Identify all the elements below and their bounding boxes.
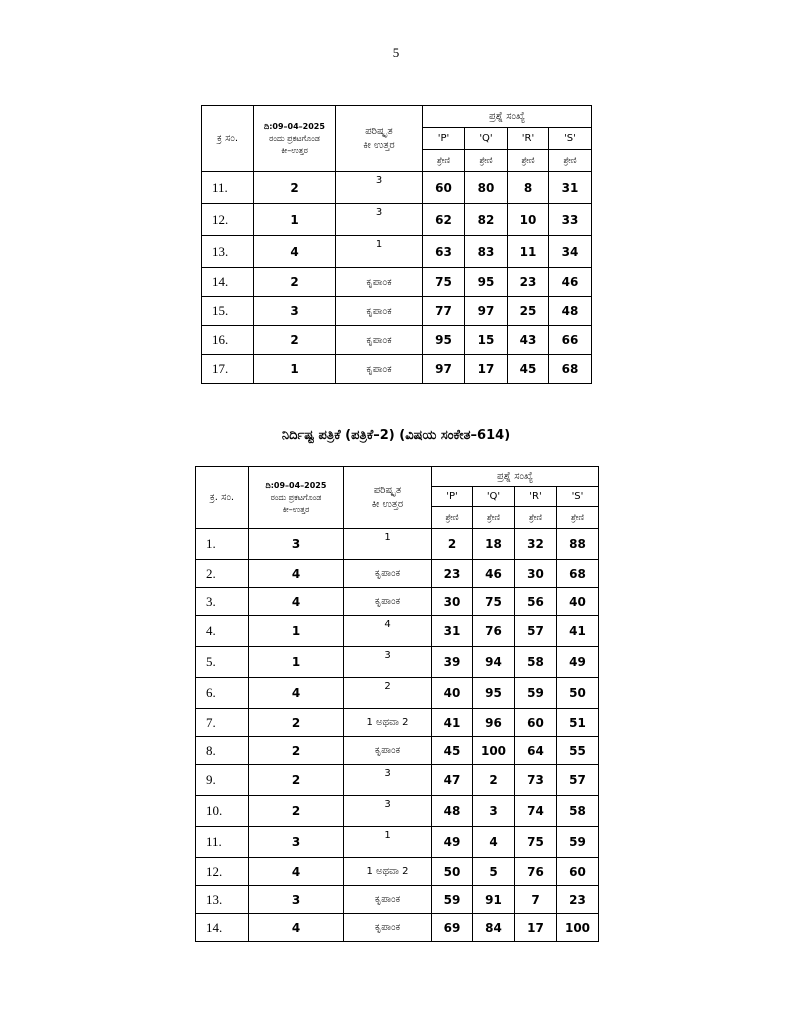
series-p-cell: 48 [432, 796, 473, 827]
table-row [196, 886, 599, 914]
series-p-cell: 62 [423, 204, 465, 236]
series-p-cell: 30 [432, 588, 473, 616]
series-q-cell: 17 [465, 355, 508, 384]
revised-key-header: ಪರಿಷ್ಕೃತ ಕೀ ಉತ್ತರ [336, 106, 423, 172]
series-r-cell: 8 [508, 172, 549, 204]
revised-key-cell: ಕೃಪಾಂಕ [344, 737, 432, 765]
serial-number-header: ಕ್ರ. ಸಂ. [196, 467, 249, 529]
series-q-cell: 91 [473, 886, 515, 914]
series-s-cell: 51 [557, 709, 599, 737]
series-q-cell: 15 [465, 326, 508, 355]
series-label: ಶ್ರೇಣಿ [473, 507, 515, 529]
table-row [196, 858, 599, 886]
question-number-header: ಪ್ರಶ್ನೆ ಸಂಖ್ಯೆ [432, 467, 599, 487]
table-row [202, 355, 592, 384]
series-p-cell: 63 [423, 236, 465, 268]
series-s-cell: 59 [557, 827, 599, 858]
revised-key-cell: 1 ಅಥವಾ 2 [344, 858, 432, 886]
series-p-cell: 23 [432, 560, 473, 588]
table-row [202, 172, 592, 204]
series-r-cell: 30 [515, 560, 557, 588]
series-label: ಶ್ರೇಣಿ [549, 150, 592, 172]
revised-key-cell: 2 [344, 678, 432, 709]
revised-key-cell: 3 [344, 765, 432, 796]
revised-key-cell: 3 [336, 204, 423, 236]
table-row [196, 737, 599, 765]
series-label: ಶ್ರೇಣಿ [465, 150, 508, 172]
series-r-cell: 32 [515, 529, 557, 560]
series-p-cell: 41 [432, 709, 473, 737]
revised-key-cell: 4 [344, 616, 432, 647]
series-label: ಶ್ರೇಣಿ [508, 150, 549, 172]
series-r-cell: 56 [515, 588, 557, 616]
series-q-cell: 18 [473, 529, 515, 560]
series-q-header: 'Q' [473, 487, 515, 507]
serial-number-cell: 13. [196, 886, 249, 914]
serial-number-cell: 1. [196, 529, 249, 560]
series-s-cell: 57 [557, 765, 599, 796]
serial-number-cell: 11. [196, 827, 249, 858]
published-key-cell: 3 [249, 529, 344, 560]
series-label: ಶ್ರೇಣಿ [423, 150, 465, 172]
series-q-cell: 96 [473, 709, 515, 737]
series-q-cell: 97 [465, 297, 508, 326]
answer-key-table-1 [201, 105, 592, 384]
series-q-cell: 95 [473, 678, 515, 709]
published-key-cell: 2 [249, 796, 344, 827]
published-key-cell: 1 [249, 616, 344, 647]
revised-key-cell: 1 [344, 529, 432, 560]
series-label: ಶ್ರೇಣಿ [515, 507, 557, 529]
published-key-header: ದಿ:09–04–2025 ರಂದು ಪ್ರಕಟಗೊಂಡ ಕೀ–ಉತ್ತರ [249, 467, 344, 529]
serial-number-cell: 9. [196, 765, 249, 796]
series-s-cell: 46 [549, 268, 592, 297]
published-key-cell: 1 [254, 204, 336, 236]
serial-number-cell: 5. [196, 647, 249, 678]
revised-key-cell: ಕೃಪಾಂಕ [344, 886, 432, 914]
revised-key-cell: ಕೃಪಾಂಕ [336, 355, 423, 384]
published-key-cell: 1 [254, 355, 336, 384]
series-r-cell: 59 [515, 678, 557, 709]
serial-number-cell: 3. [196, 588, 249, 616]
serial-number-cell: 6. [196, 678, 249, 709]
answer-key-table-2 [195, 466, 599, 942]
series-s-cell: 23 [557, 886, 599, 914]
serial-number-cell: 12. [202, 204, 254, 236]
revised-key-cell: ಕೃಪಾಂಕ [344, 914, 432, 942]
published-key-cell: 2 [249, 737, 344, 765]
revised-key-header: ಪರಿಷ್ಕೃತ ಕೀ ಉತ್ತರ [344, 467, 432, 529]
published-key-cell: 4 [249, 588, 344, 616]
published-key-cell: 2 [254, 326, 336, 355]
series-s-cell: 66 [549, 326, 592, 355]
serial-number-cell: 17. [202, 355, 254, 384]
series-r-cell: 60 [515, 709, 557, 737]
series-s-cell: 100 [557, 914, 599, 942]
series-q-cell: 84 [473, 914, 515, 942]
series-q-cell: 80 [465, 172, 508, 204]
series-s-cell: 33 [549, 204, 592, 236]
table-row [202, 236, 592, 268]
series-r-cell: 57 [515, 616, 557, 647]
published-key-header: ದಿ:09–04–2025 ರಂದು ಪ್ರಕಟಗೊಂಡ ಕೀ–ಉತ್ತರ [254, 106, 336, 172]
series-p-header: 'P' [432, 487, 473, 507]
series-s-cell: 41 [557, 616, 599, 647]
series-r-cell: 10 [508, 204, 549, 236]
series-r-header: 'R' [508, 128, 549, 150]
table-row [196, 914, 599, 942]
published-key-cell: 4 [254, 236, 336, 268]
series-r-cell: 76 [515, 858, 557, 886]
series-q-cell: 82 [465, 204, 508, 236]
revised-key-cell: ಕೃಪಾಂಕ [344, 588, 432, 616]
published-key-cell: 2 [254, 172, 336, 204]
series-r-cell: 58 [515, 647, 557, 678]
series-s-cell: 49 [557, 647, 599, 678]
serial-number-cell: 13. [202, 236, 254, 268]
published-key-cell: 2 [254, 268, 336, 297]
series-p-cell: 95 [423, 326, 465, 355]
series-r-cell: 7 [515, 886, 557, 914]
series-p-cell: 69 [432, 914, 473, 942]
series-label: ಶ್ರೇಣಿ [432, 507, 473, 529]
published-key-cell: 1 [249, 647, 344, 678]
revised-key-cell: 3 [336, 172, 423, 204]
published-key-cell: 3 [249, 827, 344, 858]
serial-number-cell: 4. [196, 616, 249, 647]
published-key-cell: 4 [249, 678, 344, 709]
table-row [196, 588, 599, 616]
series-p-header: 'P' [423, 128, 465, 150]
serial-number-cell: 12. [196, 858, 249, 886]
series-p-cell: 97 [423, 355, 465, 384]
published-key-cell: 3 [249, 886, 344, 914]
section-subtitle: ನಿರ್ದಿಷ್ಟ ಪತ್ರಿಕೆ (ಪತ್ರಿಕೆ–2) (ವಿಷಯ ಸಂಕೇತ–614) [281, 428, 511, 443]
serial-number-cell: 14. [196, 914, 249, 942]
revised-key-cell: 3 [344, 647, 432, 678]
series-s-cell: 68 [549, 355, 592, 384]
serial-number-cell: 14. [202, 268, 254, 297]
revised-key-cell: ಕೃಪಾಂಕ [344, 560, 432, 588]
table-row [202, 204, 592, 236]
series-p-cell: 39 [432, 647, 473, 678]
table-row [196, 529, 599, 560]
revised-key-cell: 1 ಅಥವಾ 2 [344, 709, 432, 737]
series-r-cell: 64 [515, 737, 557, 765]
series-s-header: 'S' [557, 487, 599, 507]
series-p-cell: 47 [432, 765, 473, 796]
page-number: 5 [392, 45, 400, 60]
series-p-cell: 50 [432, 858, 473, 886]
table-row [196, 709, 599, 737]
series-p-cell: 2 [432, 529, 473, 560]
revised-key-cell: ಕೃಪಾಂಕ [336, 268, 423, 297]
series-p-cell: 45 [432, 737, 473, 765]
series-r-cell: 74 [515, 796, 557, 827]
series-s-cell: 58 [557, 796, 599, 827]
revised-key-cell: ಕೃಪಾಂಕ [336, 297, 423, 326]
table-row [196, 796, 599, 827]
series-p-cell: 31 [432, 616, 473, 647]
series-q-cell: 95 [465, 268, 508, 297]
revised-key-cell: 1 [336, 236, 423, 268]
series-q-cell: 3 [473, 796, 515, 827]
series-q-header: 'Q' [465, 128, 508, 150]
series-q-cell: 4 [473, 827, 515, 858]
series-s-cell: 88 [557, 529, 599, 560]
revised-key-cell: 3 [344, 796, 432, 827]
serial-number-cell: 7. [196, 709, 249, 737]
series-q-cell: 46 [473, 560, 515, 588]
series-r-cell: 11 [508, 236, 549, 268]
series-label: ಶ್ರೇಣಿ [557, 507, 599, 529]
serial-number-cell: 2. [196, 560, 249, 588]
series-s-cell: 48 [549, 297, 592, 326]
series-s-cell: 34 [549, 236, 592, 268]
series-r-cell: 43 [508, 326, 549, 355]
table-row [196, 827, 599, 858]
table-row [196, 765, 599, 796]
series-q-cell: 100 [473, 737, 515, 765]
series-q-cell: 5 [473, 858, 515, 886]
series-s-cell: 55 [557, 737, 599, 765]
series-r-header: 'R' [515, 487, 557, 507]
table-row [196, 616, 599, 647]
series-r-cell: 25 [508, 297, 549, 326]
series-q-cell: 83 [465, 236, 508, 268]
series-q-cell: 76 [473, 616, 515, 647]
series-p-cell: 77 [423, 297, 465, 326]
serial-number-cell: 11. [202, 172, 254, 204]
series-p-cell: 60 [423, 172, 465, 204]
serial-number-cell: 15. [202, 297, 254, 326]
serial-number-cell: 8. [196, 737, 249, 765]
table-row [202, 268, 592, 297]
series-q-cell: 2 [473, 765, 515, 796]
published-key-cell: 2 [249, 709, 344, 737]
revised-key-cell: 1 [344, 827, 432, 858]
series-r-cell: 17 [515, 914, 557, 942]
series-r-cell: 73 [515, 765, 557, 796]
series-s-cell: 68 [557, 560, 599, 588]
table-row [202, 297, 592, 326]
table-row [196, 647, 599, 678]
series-p-cell: 75 [423, 268, 465, 297]
series-q-cell: 75 [473, 588, 515, 616]
series-s-header: 'S' [549, 128, 592, 150]
question-number-header: ಪ್ರಶ್ನೆ ಸಂಖ್ಯೆ [423, 106, 592, 128]
revised-key-cell: ಕೃಪಾಂಕ [336, 326, 423, 355]
series-s-cell: 50 [557, 678, 599, 709]
series-s-cell: 40 [557, 588, 599, 616]
series-s-cell: 60 [557, 858, 599, 886]
table-row [196, 560, 599, 588]
published-key-cell: 3 [254, 297, 336, 326]
series-q-cell: 94 [473, 647, 515, 678]
table-row [202, 326, 592, 355]
serial-number-header: ಕ್ರ ಸಂ. [202, 106, 254, 172]
table-row [196, 678, 599, 709]
series-r-cell: 45 [508, 355, 549, 384]
serial-number-cell: 16. [202, 326, 254, 355]
series-p-cell: 59 [432, 886, 473, 914]
series-r-cell: 75 [515, 827, 557, 858]
serial-number-cell: 10. [196, 796, 249, 827]
series-p-cell: 40 [432, 678, 473, 709]
published-key-cell: 2 [249, 765, 344, 796]
series-p-cell: 49 [432, 827, 473, 858]
series-s-cell: 31 [549, 172, 592, 204]
published-key-cell: 4 [249, 858, 344, 886]
published-key-cell: 4 [249, 560, 344, 588]
published-key-cell: 4 [249, 914, 344, 942]
series-r-cell: 23 [508, 268, 549, 297]
